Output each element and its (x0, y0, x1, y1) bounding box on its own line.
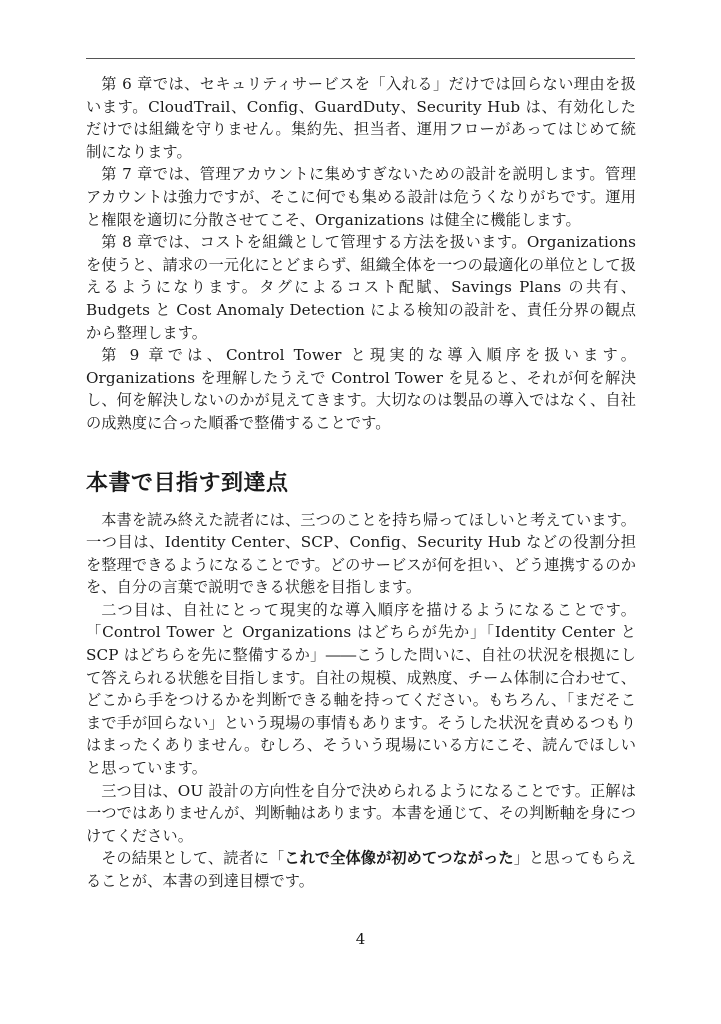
page-number: 4 (355, 930, 366, 948)
paragraph-chapter-6: 第 6 章では、セキュリティサービスを「入れる」だけでは回らない理由を扱います。CloudTrail、Config、GuardDuty、Security Hub は、有効化しただけでは組織を守りません。集約先、担当者、運用フローがあってはじめて統制になります。 (86, 75, 636, 161)
paragraph-conclusion (86, 847, 636, 892)
section-heading: 本書で目指す到達点 (86, 470, 289, 496)
paragraph-goal-2: 二つ目は、自社にとって現実的な導入順序を描けるようになることです。「Control Tower と Organizations はどちらが先か」「Identity Center と SCP はどちらを先に整備するか」――こうした問いに、自社の状況を根拠にして答えられる状態を目指します。自社の規模、成熟度、チーム体制に合わせて、どこから手をつけるかを判断できる軸を持ってください。もちろん、「まだそこまで手が回らない」という現場の事情もあります。そうした状況を責めるつもりはまったくありません。むしろ、そういう現場にいる方にこそ、読んでほしいと思っています。 (86, 600, 636, 778)
paragraph-chapter-7: 第 7 章では、管理アカウントに集めすぎないための設計を説明します。管理アカウントは強力ですが、そこに何でも集める設計は危うくなりがちです。運用と権限を適切に分散させてこそ、Organizations は健全に機能します。 (86, 165, 636, 229)
header-rule (86, 58, 635, 59)
paragraph-chapter-8: 第 8 章では、コストを組織として管理する方法を扱います。Organizations を使うと、請求の一元化にとどまらず、組織全体を一つの最適化の単位として扱えるようになります。タグによるコスト配賦、Savings Plans の共有、Budgets と Cost Anomaly Detection による検知の設計を、責任分界の観点から整理します。 (86, 233, 636, 342)
conclusion-text-before: その結果として、読者に「 (101, 849, 285, 868)
page-body (86, 73, 636, 893)
conclusion-emphasis: これで全体像が初めてつながった (284, 849, 514, 868)
paragraph-chapter-9: 第 9 章では、Control Tower と現実的な導入順序を扱います。Organizations を理解したうえで Control Tower を見ると、それが何を解決し、何を解決しないのかが見えてきます。大切なのは製品の導入ではなく、自社の成熟度に合った順番で整備することです。 (86, 346, 636, 432)
paragraph-goal-3: 三つ目は、OU 設計の方向性を自分で決められるようになることです。正解は一つではありませんが、判断軸はあります。本書を通じて、その判断軸を身につけてください。 (86, 781, 636, 845)
paragraph-goal-1: 本書を読み終えた読者には、三つのことを持ち帰ってほしいと考えています。一つ目は、Identity Center、SCP、Config、Security Hub などの役割分担を整理できるようになることです。どのサービスが何を担い、どう連携するのかを、自分の言葉で説明できる状態を目指します。 (86, 510, 636, 597)
conclusion-text-after: 」と思ってもらえることが、本書の到達目標です。 (86, 849, 636, 890)
